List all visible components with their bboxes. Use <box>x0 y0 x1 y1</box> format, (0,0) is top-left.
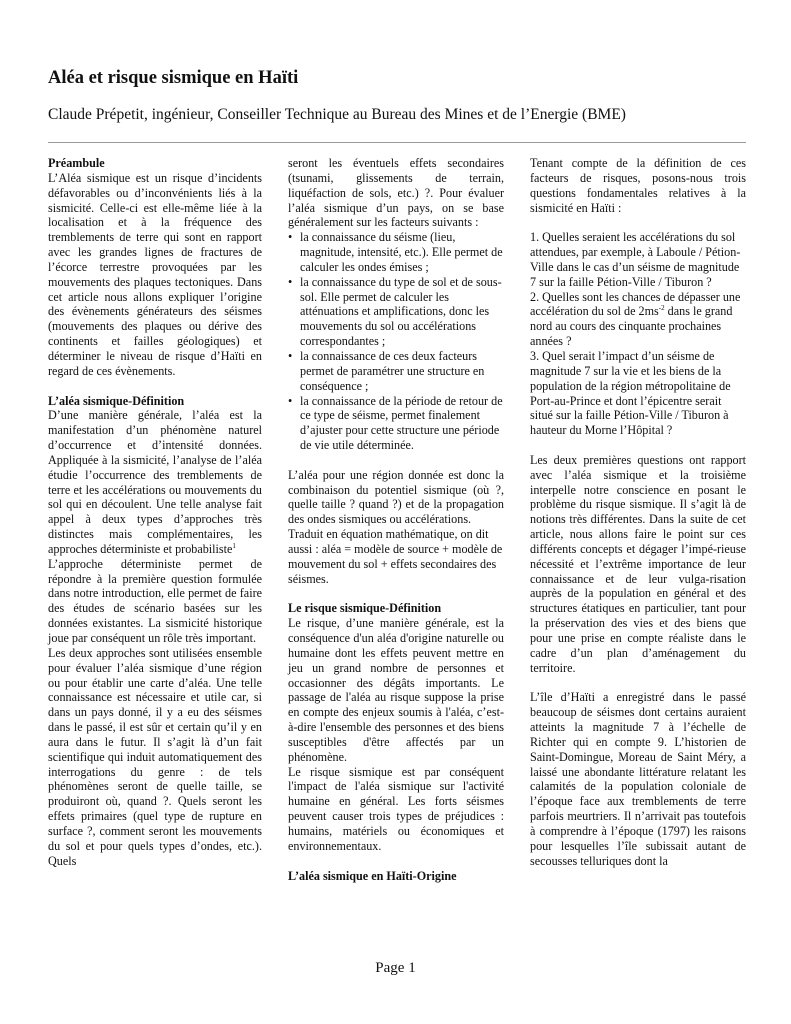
list-item: • la connaissance du type de sol et de sous-sol. Elle permet de calculer les atténuations et amplifications, donc les mouvements du sol ou accélérations correspondantes ; <box>288 275 504 349</box>
paragraph-risque-definition: Le risque, d’une manière générale, est la conséquence d'un aléa d'origine naturelle ou humaine dont les effets peuvent mettre en jeu un grand nombre de personnes et occasionner des dégâts importants. Le passage de l'aléa au risque suppose la prise en compte des enjeux soumis à l'aléa, c’est-à-dire l'ensemble des personnes et des biens susceptibles d'être affectés par un phénomène. <box>288 616 504 764</box>
document-title: Aléa et risque sismique en Haïti <box>48 68 299 88</box>
paragraph-facteurs-intro: seront les éventuels effets secondaires (tsunami, glissements de terrain, liquéfaction de sols, etc.) ?. Pour évaluer l’aléa sismique d’un pays, on se base généralement sur les facteurs suivants : <box>288 156 504 230</box>
facteurs-list <box>288 230 504 453</box>
column-2 <box>288 156 504 883</box>
section-heading-preambule: Préambule <box>48 156 105 170</box>
page-number: Page 1 <box>375 960 416 976</box>
paragraph-questions-intro: Tenant compte de la définition de ces facteurs de risques, posons-nous trois questions fondamentales relatives à la sismicité en Haïti : <box>530 156 746 215</box>
question-2-text-a: 2. Quelles sont les chances de dépasser une accélération du sol de 2ms <box>530 289 741 319</box>
section-heading-alea-origine: L’aléa sismique en Haïti-Origine <box>288 868 457 883</box>
paragraph-risque-sismique: Le risque sismique est par conséquent l'impact de l'aléa sismique sur l'activité humaine en général. Les forts séismes peuvent causer trois types de préjudices : humains, matériels ou économiques et environnementaux. <box>288 764 504 853</box>
section-heading-alea-definition: L’aléa sismique-Définition <box>48 393 185 408</box>
paragraph-alea-definition-text: D’une manière générale, l’aléa est la manifestation d’un phénomène naturel d’occurrence et d’intensité données. Appliquée à la sismicité, l’analyse de l’aléa étudie l’occurrence des tremblements de terre et les accélérations ou mouvements du sol qui en découlent. Une telle analyse fait appel à deux types d’approches très distinctes mais complémentaires, les approches déterministe et probabiliste <box>48 408 262 556</box>
question-1: 1. Quelles seraient les accélérations du sol attendues, par exemple, à Laboule / Pétion-Ville dans le cas d’un séisme de magnitude 7 sur la faille Pétion-Ville / Tiburon ? <box>530 230 741 289</box>
question-3: 3. Quel serait l’impact d’un séisme de magnitude 7 sur la vie et les biens de la population de la région métropolitaine de Port-au-Prince et dont l’épicentre serait situé sur la faille Pétion-Ville / Tiburon à hauteur du Morne l’Hôpital ? <box>530 348 731 438</box>
paragraph-preambule: L’Aléa sismique est un risque d’incidents défavorables ou d’inconvénients liés à la sismicité. Celle-ci est elle-même liée à la localisation et à la fréquence des tremblements de terre qui sont en rapport avec les grandes lignes de fractures de l’écorce terrestre provoquées par les mouvements des plaques tectoniques. Dans cet article nous allons expliquer l’origine des évènements générateurs des séismes (mouvements des plaques ou dérive des continents et failles géologiques) et déterminer le niveau de risque d’Haïti en regard de ces évènements. <box>48 170 262 378</box>
footnote-reference[interactable]: 1 <box>232 541 236 550</box>
paragraph-deux-approches: Les deux approches sont utilisées ensemble pour évaluer l’aléa sismique d’une région ou pour établir une carte d’aléa. Une telle connaissance est nécessaire et utile car, si dans un pays donné, il y a eu des séismes dans le passé, il est sûr et certain qu’il y en aura dans le futur. Il s’agit là d’un fait scientifique qui induit automatiquement des interrogations du genre : de tels phénomènes seront de quelle taille, se produiront où, quand ?. Quels seront les effets primaires (quel type de rupture en surface ?, comment seront les mouvements du sol et pour quels types d’ondes, etc.). Quels <box>48 645 262 868</box>
paragraph-equation: Traduit en équation mathématique, on dit aussi : aléa = modèle de source + modèle de mouvement du sol + effets secondaires des séismes. <box>288 527 503 586</box>
paragraph-alea-region: L’aléa pour une région donnée est donc la combinaison du potentiel sismique (où ?, quelle taille ? quand ?) et de la propagation des ondes sismiques ou accélérations. <box>288 467 504 527</box>
column-1 <box>48 156 262 869</box>
header-divider <box>48 142 746 143</box>
list-item: • la connaissance du séisme (lieu, magnitude, intensité, etc.). Elle permet de calculer les ondes émises ; <box>288 230 504 275</box>
question-2-text-b: dans le grand nord au cours des cinquante prochaines années ? <box>530 304 733 349</box>
section-heading-risque-definition: Le risque sismique-Définition <box>288 601 442 616</box>
paragraph-ile-haiti: L’île d’Haïti a enregistré dans le passé beaucoup de séismes dont certains auraient atteints la magnitude 7 à l’échelle de Richter qui en compte 9. L’historien de Saint-Domingue, Moreau de Saint Méry, a laissé une abondante littérature relatant les calamités de la population coloniale de l’époque face aux tremblements de terre parfois meurtriers. Il n’arrivait pas toutefois à comprendre à l’époque (1797) les raisons pour lesquelles l’île subissait autant de secousses telluriques dont la <box>530 690 746 868</box>
paragraph-approche-deterministe: L’approche déterministe permet de répondre à la première question formulée dans notre introduction, elle permet de faire des études de scénario basées sur les données existantes. La sismicité historique joue par conséquent un rôle très important. <box>48 556 262 645</box>
paragraph-deux-questions: Les deux premières questions ont rapport avec l’aléa sismique et la troisième interpelle notre conscience en posant le problème du risque sismique. Il s’agit là de notions très différentes. Dans la suite de cet article, nous allons faire le point sur ces différents concepts et dégager l’impé-rieuse nécessité et l’extrême importance de leur connaissance et de leur vulga-risation auprès de la population en général et des structures étatiques en particulier, tant pour la préservation des vies et des biens que pour une prise en compte réaliste dans le cadre d’un plan d’aménagement du territoire. <box>530 452 746 675</box>
author-line: Claude Prépetit, ingénieur, Conseiller Technique au Bureau des Mines et de l’Energie (BME) <box>48 106 626 123</box>
list-item: • la connaissance de ces deux facteurs permet de paramétrer une structure en conséquence ; <box>288 349 504 394</box>
paragraph-alea-definition <box>48 408 262 556</box>
list-item: • la connaissance de la période de retour de ce type de séisme, permet finalement d’ajuster pour cette structure une période de vie utile déterminée. <box>288 394 504 453</box>
question-2 <box>530 290 746 349</box>
unit-exponent: -2 <box>658 304 665 313</box>
column-3 <box>530 156 746 869</box>
